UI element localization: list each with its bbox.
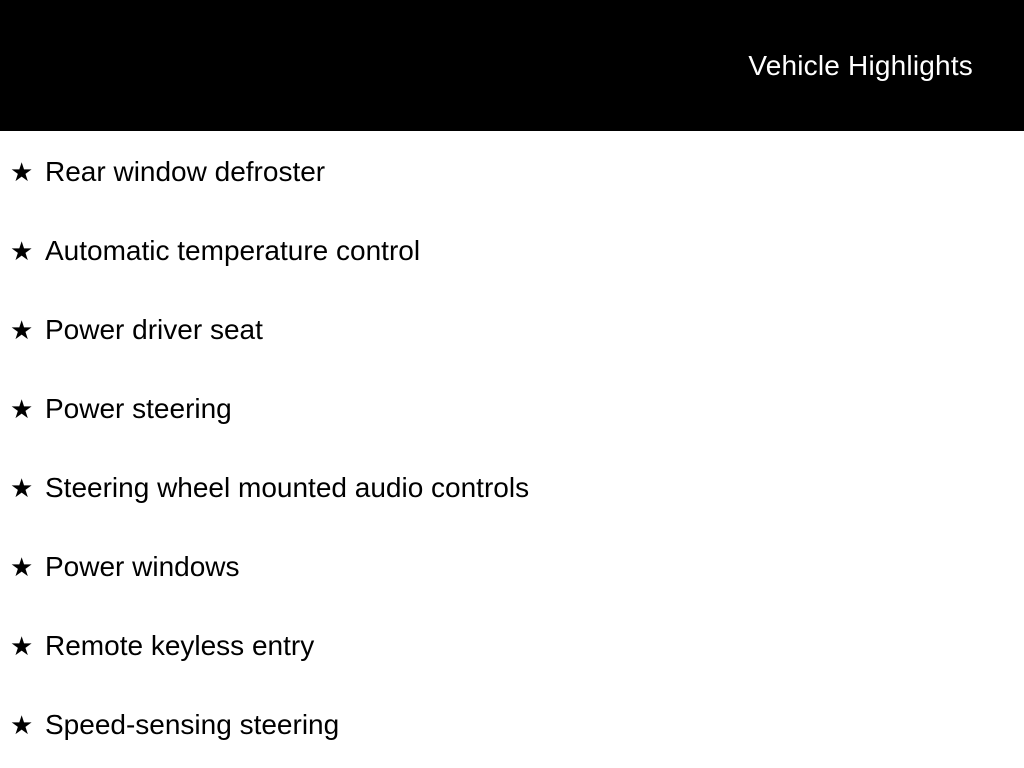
list-item bbox=[10, 606, 1024, 685]
list-item bbox=[10, 369, 1024, 448]
list-item bbox=[10, 527, 1024, 606]
star-icon: ★ bbox=[10, 551, 34, 582]
list-item-label: Power steering bbox=[45, 392, 232, 424]
star-icon: ★ bbox=[10, 393, 34, 424]
star-icon: ★ bbox=[10, 156, 34, 187]
list-item bbox=[10, 448, 1024, 527]
list-item bbox=[10, 290, 1024, 369]
list-item bbox=[10, 132, 1024, 211]
vehicle-highlights-list bbox=[0, 131, 1024, 764]
list-item-label: Remote keyless entry bbox=[45, 629, 315, 661]
star-icon: ★ bbox=[10, 314, 34, 345]
list-item-label: Rear window defroster bbox=[45, 155, 326, 187]
list-item-label: Steering wheel mounted audio controls bbox=[45, 471, 530, 503]
list-item bbox=[10, 685, 1024, 764]
page-title: Vehicle Highlights bbox=[748, 49, 973, 81]
list-item-label: Power windows bbox=[45, 550, 240, 582]
list-item bbox=[10, 211, 1024, 290]
star-icon: ★ bbox=[10, 630, 34, 661]
list-item-label: Power driver seat bbox=[45, 313, 263, 345]
star-icon: ★ bbox=[10, 709, 34, 740]
list-item-label: Speed-sensing steering bbox=[45, 708, 340, 740]
list-item-label: Automatic temperature control bbox=[45, 234, 421, 266]
star-icon: ★ bbox=[10, 472, 34, 503]
star-icon: ★ bbox=[10, 235, 34, 266]
header-bar bbox=[0, 0, 1024, 131]
